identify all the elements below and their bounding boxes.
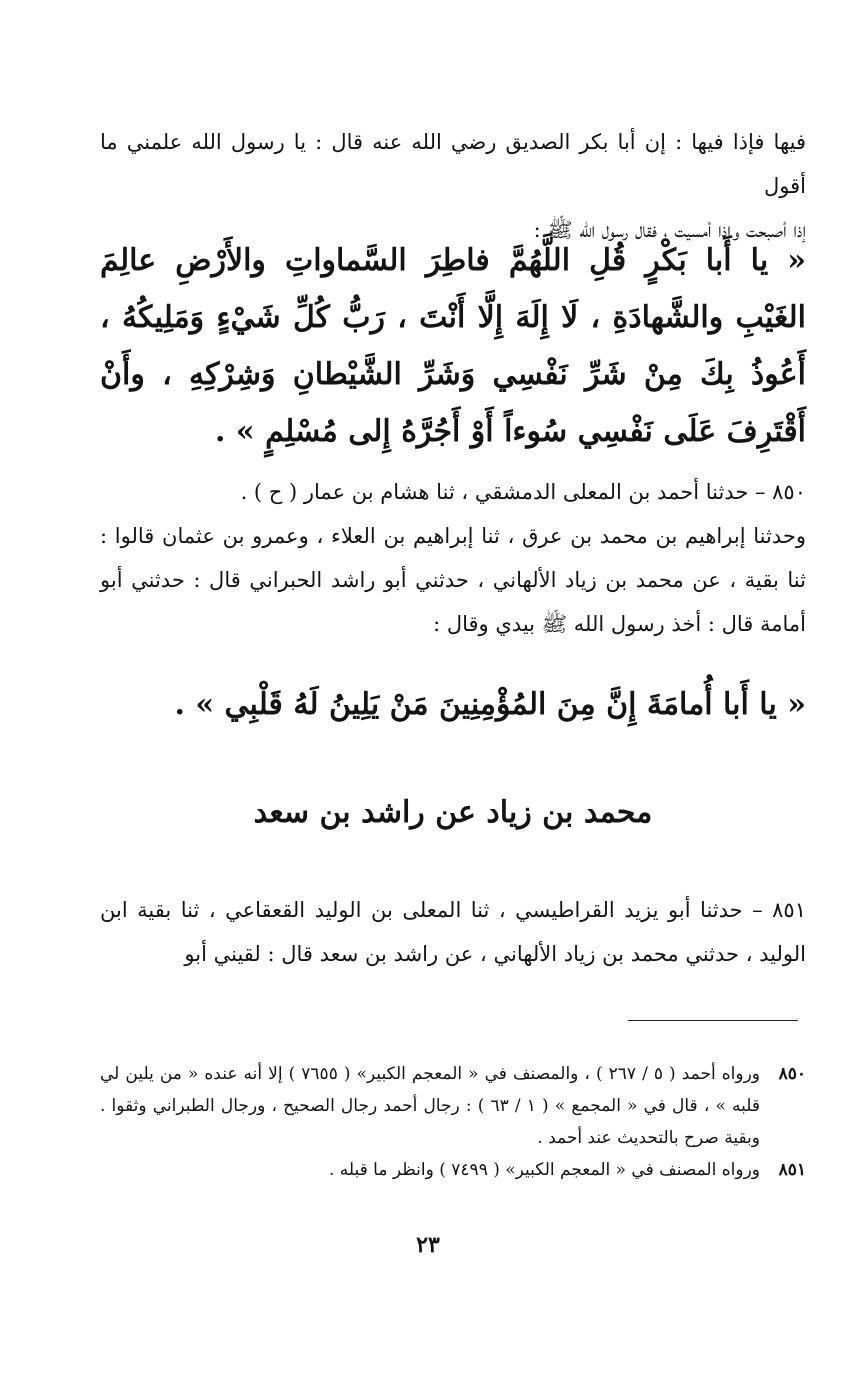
intro-line-1: فيها فإذا فيها : إن أبا بكر الصديق رضي الله عنه قال : يا رسول الله علمني ما أقول (100, 130, 806, 198)
footnote-divider (628, 1020, 798, 1021)
hadith-851-paragraph: ٨٥١ – حدثنا أبو يزيد القراطيسي ، ثنا المعلى بن الوليد القعقاعي ، ثنا بقية ابن الوليد ، حدثني محمد بن زياد الألهاني ، عن راشد بن سعد قال : لقيني أبو (100, 898, 806, 966)
footnote-850 (100, 1058, 806, 1154)
footnote-number: ٨٥١ (778, 1160, 806, 1180)
page-number: ٢٣ (416, 1232, 440, 1258)
footnote-851 (100, 1154, 806, 1186)
intro-line-2: إذا أصبحت وإذا أمسيت ، فقال رسول الله ﷺ : (533, 218, 806, 242)
hadith-850-chain: وحدثنا إبراهيم بن محمد بن عرق ، ثنا إبراهيم بن العلاء ، وعمرو بن عثمان قالوا : ثنا بقية ، عن محمد بن زياد الألهاني ، حدثني أبو راشد الحبراني قال : حدثني أبو أمامة قال : أخذ رسول الله ﷺ بيدي وقال : (100, 524, 806, 636)
footnote-text: ورواه أحمد ( ٥ / ٢٦٧ ) ، والمصنف في « المعجم الكبير» ( ٧٦٥٥ ) إلا أنه عنده « من يلين لي قلبه » ، قال في « المجمع » ( ١ / ٦٣ ) : رجال أحمد رجال الصحيح ، ورجال الطبراني وثقوا . وبقية صرح بالتحديث عند أحمد . (100, 1064, 760, 1148)
footnote-number: ٨٥٠ (778, 1064, 806, 1084)
hadith-text-2: « يا أَبا أُمامَةَ إِنَّ مِنَ المُؤْمِنِينَ مَنْ يَلِينُ لَهُ قَلْبِي » . (174, 687, 806, 722)
hadith-text-1: « يا أَبا بَكْرٍ قُلِ اللَّهُمَّ فاطِرَ السَّماواتِ والأَرْضِ عالِمَ الغَيْبِ والشَّهادَةِ ، لَا إِلَهَ إِلَّا أَنْتَ ، رَبُّ كُلِّ شَيْءٍ وَمَلِيكُهُ ، أَعُوذُ بِكَ مِنْ شَرِّ نَفْسِي وَشَرِّ الشَّيْطانِ وَشِرْكِهِ ، وأَنْ أَقْتَرِفَ عَلَى نَفْسِي سُوءاً أَوْ أَجُرَّهُ إِلى مُسْلِمٍ » . (100, 243, 806, 449)
hadith-850-first-line: ٨٥٠ – حدثنا أحمد بن المعلى الدمشقي ، ثنا هشام بن عمار ( ح ) . (240, 480, 806, 504)
footnotes (100, 1058, 806, 1186)
footnote-text: ورواه المصنف في « المعجم الكبير» ( ٧٤٩٩ ) وانظر ما قبله . (328, 1160, 760, 1180)
section-heading: محمد بن زياد عن راشد بن سعد (253, 795, 653, 830)
hadith-850-isnad (100, 470, 806, 646)
